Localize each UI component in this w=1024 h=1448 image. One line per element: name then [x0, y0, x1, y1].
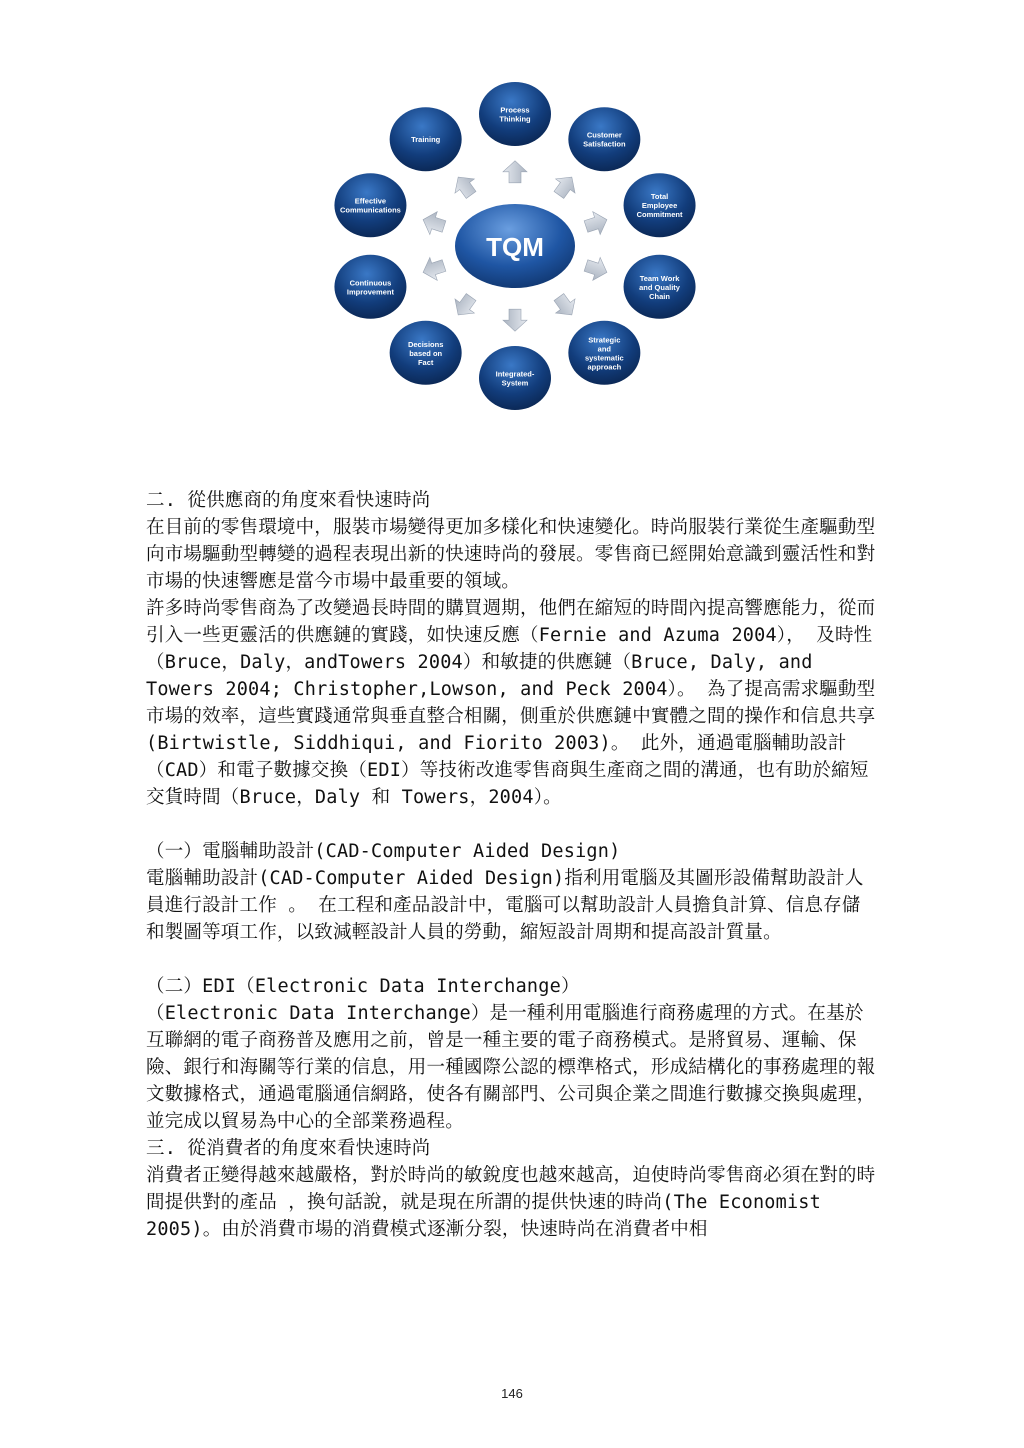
paragraph-spacer	[146, 946, 876, 973]
outward-arrow-icon	[503, 309, 527, 331]
tqm-node-label: Integrated-	[495, 369, 535, 379]
tqm-node	[624, 255, 696, 319]
tqm-node-label: Continuous	[349, 278, 392, 288]
body-paragraph: 電腦輔助設計(CAD-Computer Aided Design)指利用電腦及其圖形設備幫助設計人員進行設計工作 。 在工程和產品設計中，電腦可以幫助設計人員擔負計算、信息存儲和製圖等項工作，以致減輕設計人員的勞動，縮短設計周期和提高設計質量。	[146, 868, 864, 943]
tqm-node-label: Team Work	[639, 273, 680, 283]
tqm-node-label: approach	[587, 362, 622, 372]
tqm-node-label: Strategic	[588, 335, 621, 345]
tqm-node-label: Training	[411, 135, 441, 145]
tqm-node-label: systematic	[584, 353, 624, 363]
tqm-node-label: Fact	[417, 357, 434, 367]
tqm-node-label: and Quality	[639, 282, 680, 292]
tqm-node-label: Decisions	[407, 339, 444, 349]
tqm-center-node	[455, 204, 575, 288]
outward-arrow-icon	[448, 170, 480, 202]
outward-arrow-icon	[419, 208, 447, 238]
body-paragraph: 許多時尚零售商為了改變過長時間的購買週期，他們在縮短的時間內提高響應能力，從而引入一些更靈活的供應鏈的實踐，如快速反應（Fernie and Azuma 2004）， 及時性（Bruce，Daly，andTowers 2004）和敏捷的供應鏈（Bruce, Daly, and Towers 2004; Christopher,Lowson, and Peck 2004）。 為了提高需求驅動型市場的效率，這些實踐通常與垂直整合相關，側重於供應鏈中實體之間的操作和信息共享(Birtwistle, Siddhiqui, and Fiorito 2003)。 此外，通過電腦輔助設計（CAD）和電子數據交換（EDI）等技術改進零售商與生產商之間的溝通，也有助於縮短交貨時間（Bruce，Daly 和 Towers，2004）。	[146, 598, 876, 808]
tqm-node	[568, 321, 640, 385]
tqm-node-label: Chain	[649, 291, 670, 301]
tqm-node-label: Improvement	[346, 287, 394, 297]
section-heading: 二. 從供應商的角度來看快速時尚	[146, 490, 431, 511]
section-heading: （二）EDI（Electronic Data Interchange）	[146, 976, 580, 997]
tqm-node-label: Customer	[586, 130, 622, 140]
body-paragraph: 在目前的零售環境中，服裝市場變得更加多樣化和快速變化。時尚服裝行業從生產驅動型向市場驅動型轉變的過程表現出新的快速時尚的發展。零售商已經開始意識到靈活性和對市場的快速響應是當今市場中最重要的領域。	[146, 517, 876, 592]
body-paragraph: 消費者正變得越來越嚴格，對於時尚的敏銳度也越來越高，迫使時尚零售商必須在對的時間提供對的產品 ，換句話說，就是現在所謂的提供快速的時尚(The Economist 2005)。由於消費市場的消費模式逐漸分裂，快速時尚在消費者中相	[146, 1165, 876, 1240]
outward-arrow-icon	[448, 290, 480, 322]
body-paragraph: （Electronic Data Interchange）是一種利用電腦進行商務處理的方式。在基於互聯網的電子商務普及應用之前，曾是一種主要的電子商務模式。是將貿易、運輸、保險、銀行和海關等行業的信息，用一種國際公認的標準格式，形成結構化的事務處理的報文數據格式，通過電腦通信網路，使各有關部門、公司與企業之間進行數據交換與處理，並完成以貿易為中心的全部業務過程。	[146, 1003, 876, 1132]
outward-arrow-icon	[582, 254, 610, 284]
tqm-node	[568, 107, 640, 171]
tqm-node	[624, 173, 696, 237]
tqm-node	[334, 173, 406, 237]
tqm-node-label: Thinking	[499, 114, 531, 124]
tqm-node-label: Commitment	[636, 210, 683, 220]
tqm-center-label: TQM	[486, 232, 544, 262]
tqm-node-label: based on	[409, 348, 443, 358]
tqm-node-label: System	[501, 378, 529, 388]
tqm-node-label: Employee	[641, 201, 678, 211]
page-number: 146	[501, 1386, 523, 1401]
tqm-node-label: Effective	[354, 196, 387, 206]
tqm-node	[334, 255, 406, 319]
outward-arrow-icon	[582, 208, 610, 238]
tqm-node-label: Communications	[340, 205, 401, 215]
section-heading: （一）電腦輔助設計(CAD-Computer Aided Design)	[146, 841, 621, 862]
tqm-node	[479, 346, 551, 410]
tqm-node-label: Total	[650, 192, 669, 202]
outward-arrow-icon	[503, 161, 527, 183]
outward-arrow-icon	[549, 170, 581, 202]
section-heading: 三. 從消費者的角度來看快速時尚	[146, 1138, 431, 1159]
tqm-node	[390, 321, 462, 385]
tqm-node	[390, 107, 462, 171]
tqm-diagram	[320, 78, 710, 418]
outward-arrow-icon	[419, 254, 447, 284]
tqm-node-label: Process	[500, 105, 530, 115]
outward-arrow-icon	[549, 290, 581, 322]
tqm-node	[479, 82, 551, 146]
page-body-text	[146, 487, 876, 1243]
tqm-node-label: and	[597, 344, 612, 354]
tqm-node-label: Satisfaction	[583, 139, 626, 149]
paragraph-spacer	[146, 811, 876, 838]
